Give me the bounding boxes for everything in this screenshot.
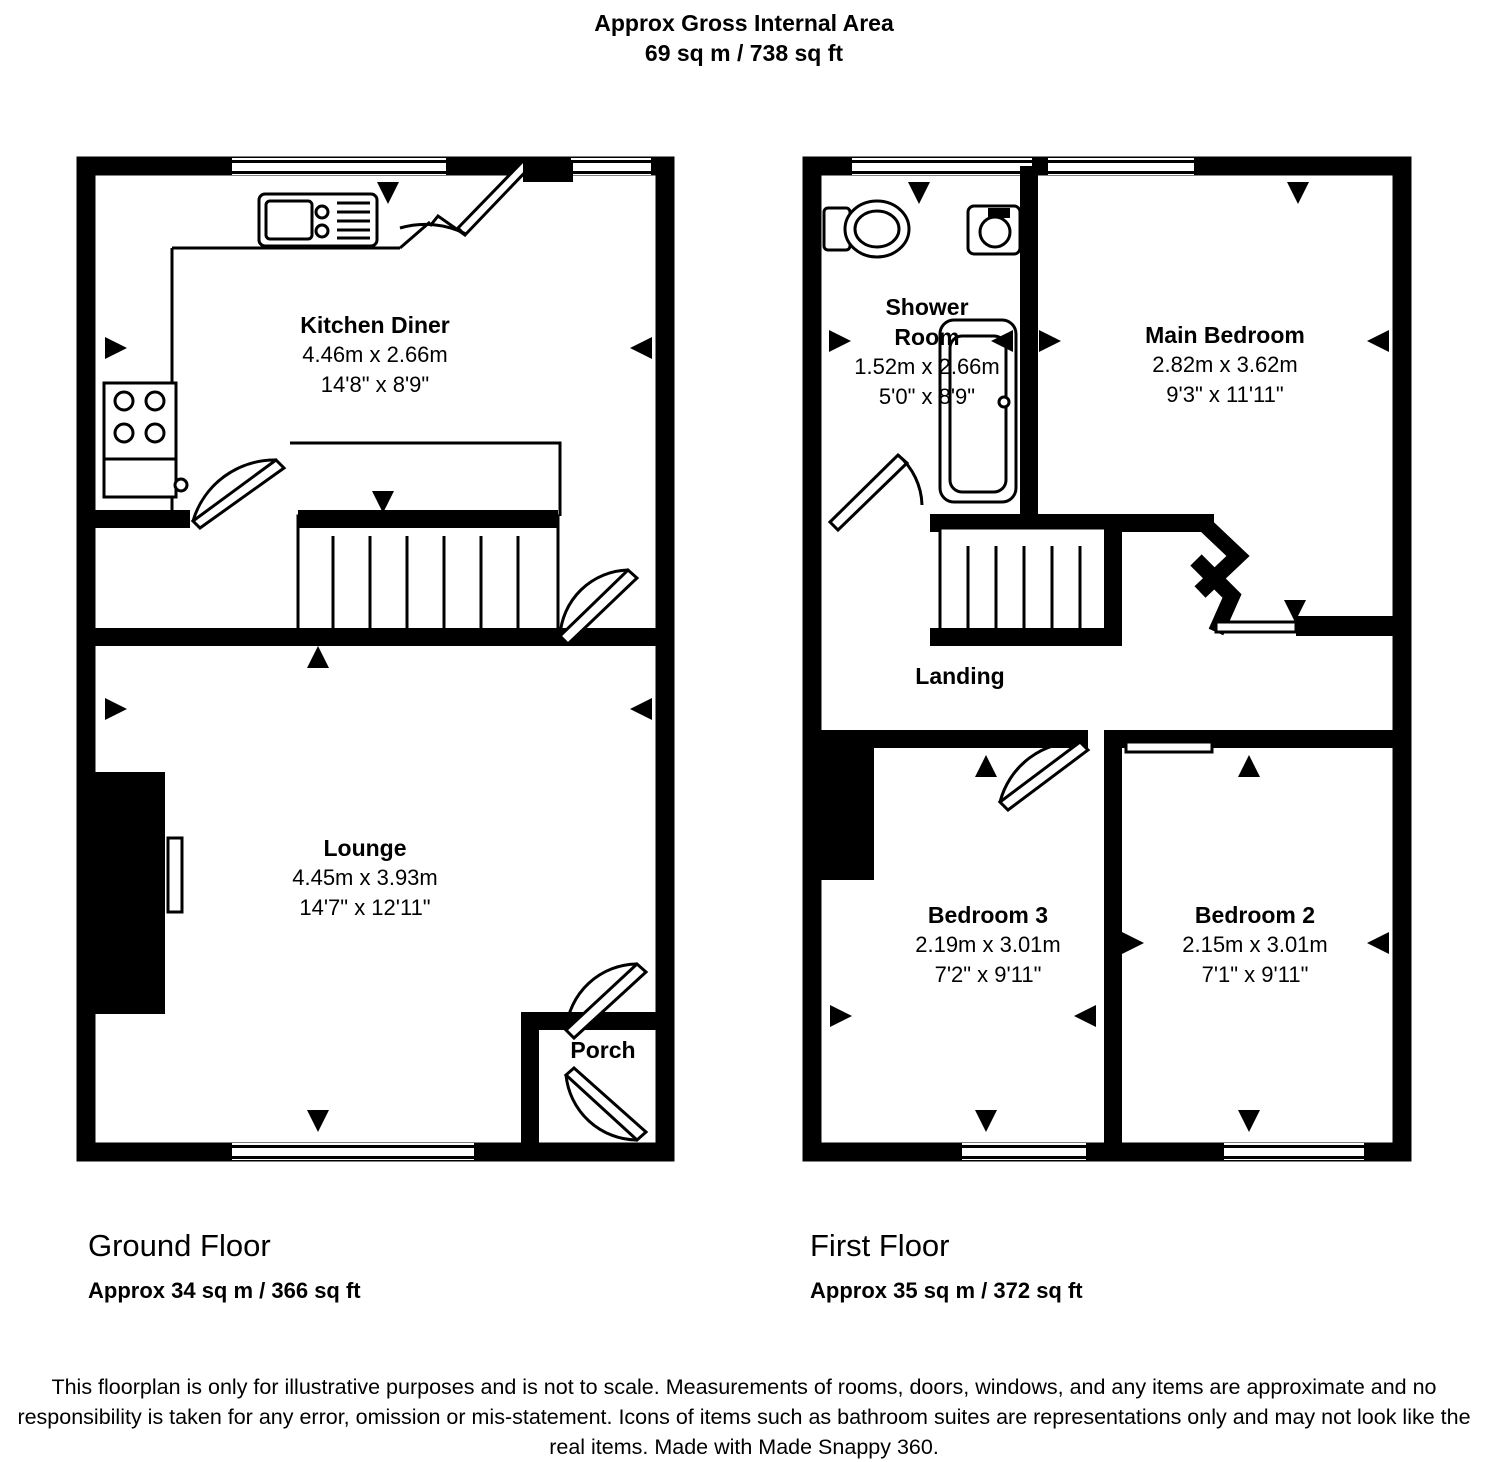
stair-bottom-wall — [930, 628, 1112, 646]
hob-ring-icon — [115, 424, 133, 442]
ground-floor-title: Ground Floor — [88, 1228, 271, 1263]
room-label-kitchen-diner: Kitchen Diner 4.46m x 2.66m 14'8" x 8'9" — [300, 312, 450, 397]
dimension-arrow — [630, 698, 652, 720]
dimension-arrow — [630, 337, 652, 359]
window-line — [852, 171, 1032, 174]
room-label-bedroom-2: Bedroom 2 2.15m x 3.01m 7'1" x 9'11" — [1182, 902, 1328, 987]
opening — [1126, 742, 1212, 752]
window-line — [232, 1156, 474, 1159]
door-leaf — [830, 455, 907, 530]
dimension-arrow — [1287, 182, 1309, 204]
window-line — [1224, 1145, 1364, 1148]
header-line-1: Approx Gross Internal Area — [594, 10, 894, 36]
porch-outer-door-leaf — [566, 1068, 646, 1140]
room-label-main-bedroom: Main Bedroom 2.82m x 3.62m 9'3" x 11'11" — [1145, 322, 1305, 407]
window-line — [1224, 1156, 1364, 1159]
dimension-arrow — [372, 491, 394, 513]
window-line — [962, 1156, 1086, 1159]
oven-knob-icon — [175, 479, 187, 491]
window-line — [232, 160, 446, 163]
window-line — [571, 171, 651, 174]
disclaimer-text: This floorplan is only for illustrative purposes and is not to scale. Measurements of rooms, doors, windows, and any items are approximate and no responsibility is taken for any error, omission or mis-statement. Icons of items such as bathroom suites are representations only and may not look like the real items. Made with Made Snappy 360. — [17, 1375, 1471, 1459]
basin-bowl-icon — [980, 217, 1010, 247]
hob-icon — [104, 383, 176, 459]
internal-wall — [86, 628, 301, 646]
dimension-arrow — [975, 1110, 997, 1132]
header-line-2: 69 sq m / 738 sq ft — [644, 40, 844, 66]
window-line — [571, 160, 651, 163]
window-line — [1048, 171, 1194, 174]
internal-wall — [86, 510, 190, 528]
basin-tap-icon — [988, 208, 1010, 218]
dimension-arrow — [377, 182, 399, 204]
hob-ring-icon — [146, 392, 164, 410]
fireplace-icon — [168, 838, 182, 912]
ground-floor-plan — [86, 158, 666, 1160]
hob-ring-icon — [115, 392, 133, 410]
cupboard-opening — [1216, 622, 1296, 632]
room-label-porch: Porch — [570, 1037, 636, 1063]
hob-ring-icon — [146, 424, 164, 442]
dimension-arrow — [1238, 1110, 1260, 1132]
toilet-bowl-icon — [855, 211, 899, 247]
room-label-shower-room: Shower Room 1.52m x 2.66m 5'0" x 8'9" — [854, 294, 1000, 409]
stair-top-wall — [298, 510, 558, 528]
wall-segment — [523, 160, 573, 182]
chimney-breast — [93, 772, 165, 1014]
dimension-arrow — [830, 1005, 852, 1027]
dimension-arrow — [1074, 1005, 1096, 1027]
dimension-arrow — [307, 1110, 329, 1132]
sink-tap-icon — [316, 206, 328, 218]
dimension-arrow — [908, 182, 930, 204]
dimension-arrow — [307, 646, 329, 668]
first-floor-area: Approx 35 sq m / 372 sq ft — [810, 1278, 1083, 1303]
window-line — [852, 160, 1032, 163]
window-line — [1048, 160, 1194, 163]
porch-wall — [521, 1012, 539, 1152]
sink-basin-icon — [266, 201, 312, 239]
internal-wall — [1296, 616, 1402, 636]
room-label-bedroom-3: Bedroom 3 2.19m x 3.01m 7'2" x 9'11" — [915, 902, 1061, 987]
wall-block — [812, 730, 874, 880]
window-line — [962, 1145, 1086, 1148]
dimension-arrow — [975, 755, 997, 777]
window-line — [232, 171, 446, 174]
oven-icon — [104, 459, 176, 497]
window-line — [232, 1145, 474, 1148]
dimension-arrow — [1238, 755, 1260, 777]
room-label-landing: Landing — [915, 663, 1005, 689]
first-floor-title: First Floor — [810, 1228, 950, 1263]
stair-bottom-wall — [298, 628, 558, 646]
dimension-arrow — [105, 698, 127, 720]
ground-floor-area: Approx 34 sq m / 366 sq ft — [88, 1278, 361, 1303]
dimension-arrow — [105, 337, 127, 359]
stair-side-wall — [1104, 514, 1122, 646]
door-swing-arc — [400, 224, 466, 234]
staircase — [940, 528, 1112, 636]
sink-tap-icon — [316, 225, 328, 237]
under-stairs-line — [290, 443, 560, 516]
room-label-lounge: Lounge 4.45m x 3.93m 14'7" x 12'11" — [292, 835, 438, 920]
